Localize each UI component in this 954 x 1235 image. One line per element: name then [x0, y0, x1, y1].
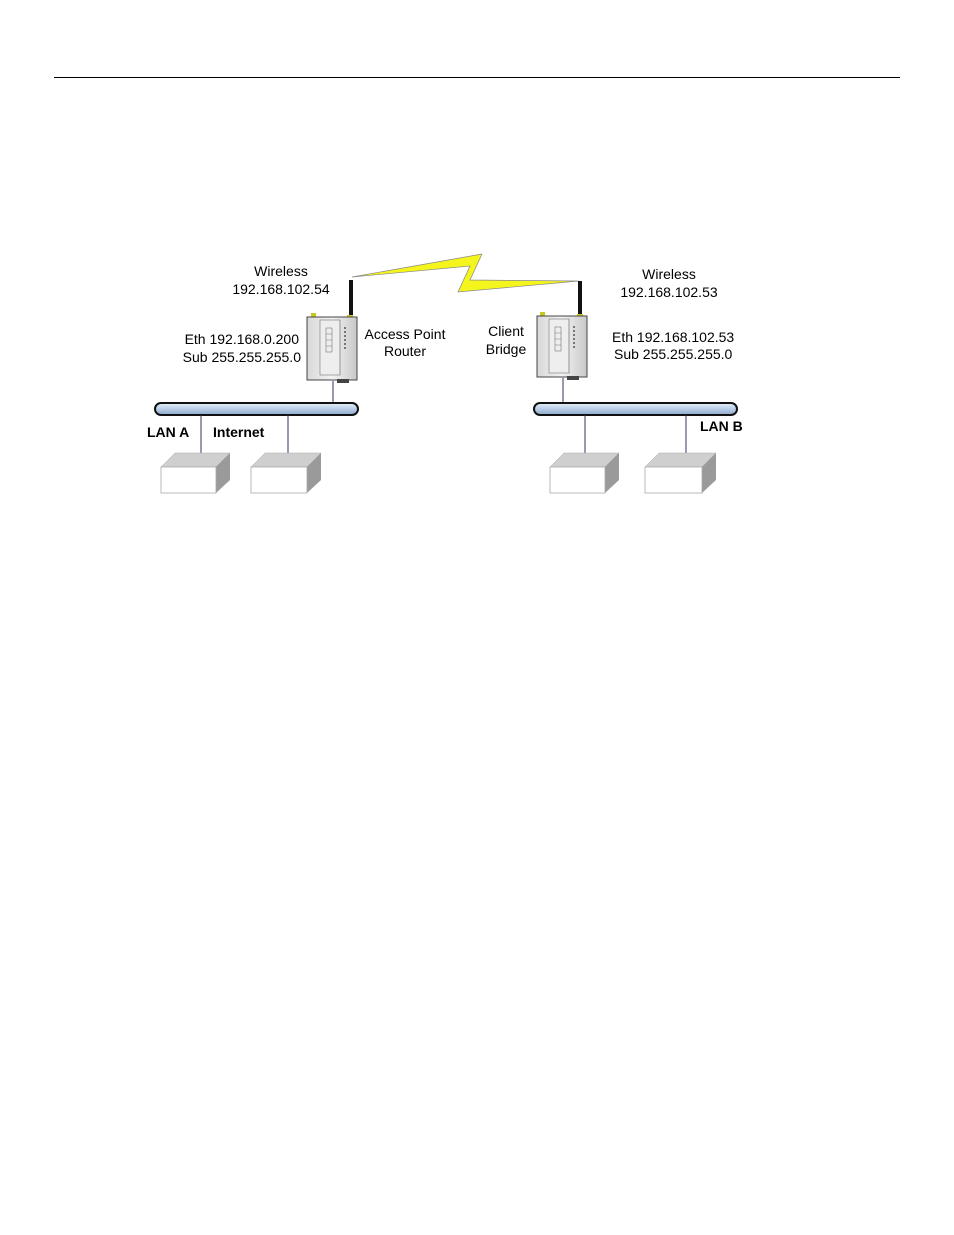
right-subnet-mask: Sub 255.255.255.0	[614, 346, 733, 362]
lan-a-label: LAN A	[147, 424, 190, 440]
right-eth-address: Eth 192.168.102.53	[612, 329, 735, 345]
lan-b-host-2	[645, 453, 716, 493]
left-wireless-label: Wireless	[254, 263, 308, 279]
client-bridge-device	[537, 281, 587, 380]
access-point-label: Access Point	[364, 326, 446, 342]
lan-b-host-1	[550, 453, 619, 493]
lan-a-host-1	[161, 453, 230, 493]
left-eth-address: Eth 192.168.0.200	[184, 331, 299, 347]
lan-a-host-2	[251, 453, 321, 493]
lan-a-bus	[155, 403, 358, 415]
router-label: Router	[383, 343, 427, 359]
bridge-label: Bridge	[485, 341, 527, 357]
lan-b-bus	[534, 403, 737, 415]
internet-label: Internet	[213, 424, 265, 440]
left-wireless-ip: 192.168.102.54	[232, 281, 330, 297]
client-label: Client	[488, 323, 524, 339]
right-wireless-ip: 192.168.102.53	[620, 284, 718, 300]
lan-b-label: LAN B	[700, 418, 743, 434]
right-wireless-label: Wireless	[642, 266, 696, 282]
left-subnet-mask: Sub 255.255.255.0	[182, 349, 301, 365]
wireless-link-lightning	[352, 254, 579, 292]
